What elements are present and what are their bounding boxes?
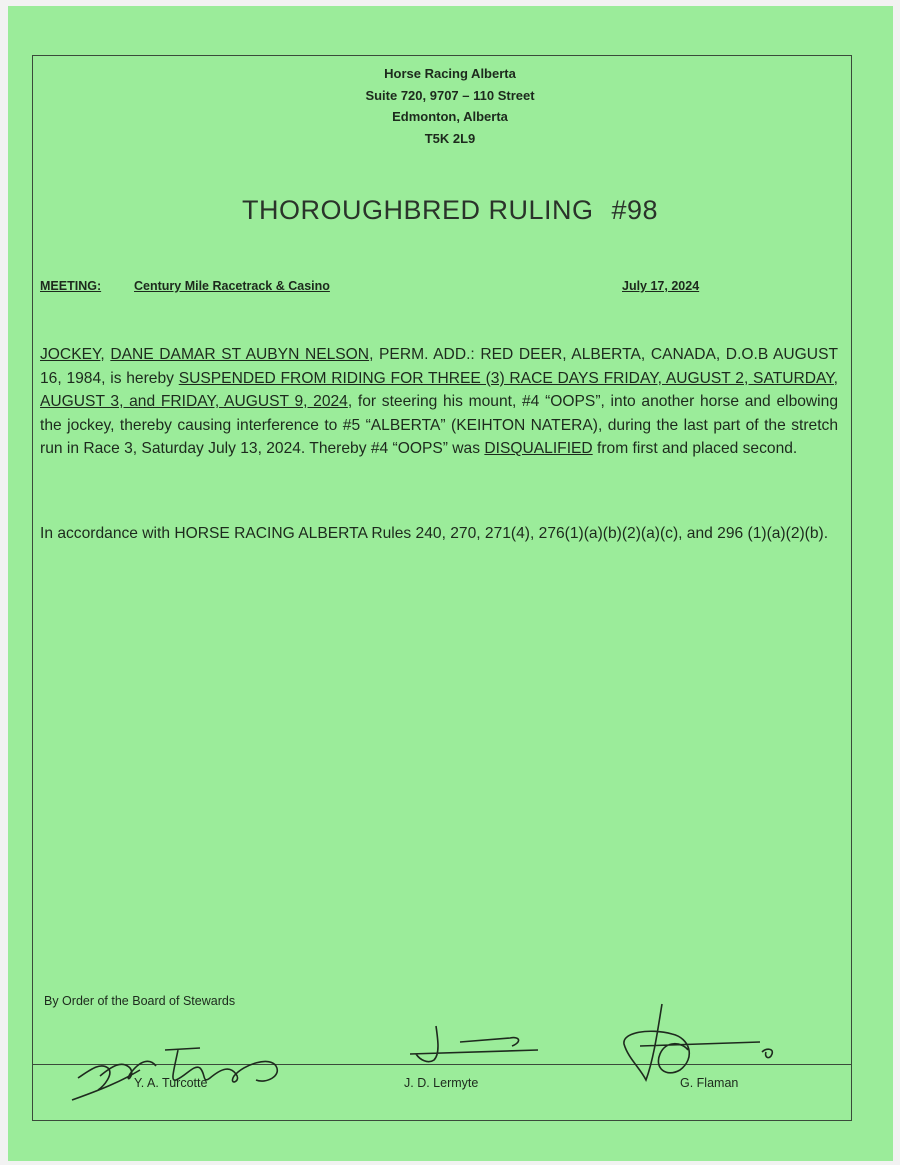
- ruling-paragraph: JOCKEY, DANE DAMAR ST AUBYN NELSON, PERM. ADD.: RED DEER, ALBERTA, CANADA, D.O.B AUGUST 16, 1984, is hereby SUSPENDED FROM RIDING FOR THREE (3) RACE DAYS FRIDAY, AUGUST 2, SATURDAY, AUGUST 3, and FRIDAY, AUGUST 9, 2024, for steering his mount, #4 “OOPS”, into another horse and elbowing the jockey, thereby causing interference to #5 “ALBERTA” (KEIHTON NATERA), during the last part of the stretch run in Race 3, Saturday July 13, 2024. Thereby #4 “OOPS” was DISQUALIFIED from first and placed second.: [40, 346, 838, 457]
- steward-lermyte: J. D. Lermyte: [404, 1076, 479, 1090]
- org-postal: T5K 2L9: [424, 130, 476, 146]
- ruling-text-3: from first and placed second.: [592, 440, 798, 457]
- ruling-date: July 17, 2024: [622, 279, 700, 293]
- signature-turcotte: [60, 1030, 300, 1110]
- suspension-terms: SUSPENDED FROM RIDING FOR THREE (3) RACE DAYS FRIDAY, AUGUST 2, SATURDAY, AUGUST 3, and FRIDAY, AUGUST 9, 2024: [40, 369, 838, 410]
- letterhead: [0, 63, 900, 149]
- meeting-line: [40, 279, 330, 293]
- org-name: Horse Racing Alberta: [384, 66, 516, 81]
- org-address: Suite 720, 9707 – 110 Street: [365, 87, 535, 103]
- jockey-name: DANE DAMAR ST AUBYN NELSON: [110, 346, 370, 363]
- meeting-label: MEETING:: [40, 279, 102, 293]
- rules-paragraph: In accordance with HORSE RACING ALBERTA Rules 240, 270, 271(4), 276(1)(a)(b)(2)(a)(c), and 296 (1)(a)(2)(b).: [40, 525, 829, 542]
- meeting-venue: Century Mile Racetrack & Casino: [134, 279, 330, 293]
- ruling-text-1: , PERM. ADD.: RED DEER, ALBERTA, CANADA, D.O.B AUGUST 16, 1984, is hereby: [40, 346, 838, 387]
- role: JOCKEY: [40, 346, 101, 363]
- ruling-number: #98: [611, 195, 659, 225]
- page-title: [0, 195, 900, 226]
- steward-flaman: G. Flaman: [680, 1076, 739, 1090]
- disqualified-label: DISQUALIFIED: [484, 440, 593, 457]
- signature-flaman: [610, 998, 790, 1088]
- board-order: By Order of the Board of Stewards: [44, 994, 236, 1008]
- org-city: Edmonton, Alberta: [392, 109, 508, 124]
- title-text: THOROUGHBRED RULING: [241, 195, 594, 225]
- steward-turcotte: Y. A. Turcotte: [134, 1076, 208, 1090]
- ruling-text-2: , for steering his mount, #4 “OOPS”, into another horse and elbowing the jockey, thereby causing interference to #5 “ALBERTA” (KEIHTON NATERA), during the last part of the stretch run in Race 3, Saturday July 13, 2024. Thereby #4 “OOPS” was: [40, 393, 838, 457]
- signature-lermyte: [400, 1020, 570, 1080]
